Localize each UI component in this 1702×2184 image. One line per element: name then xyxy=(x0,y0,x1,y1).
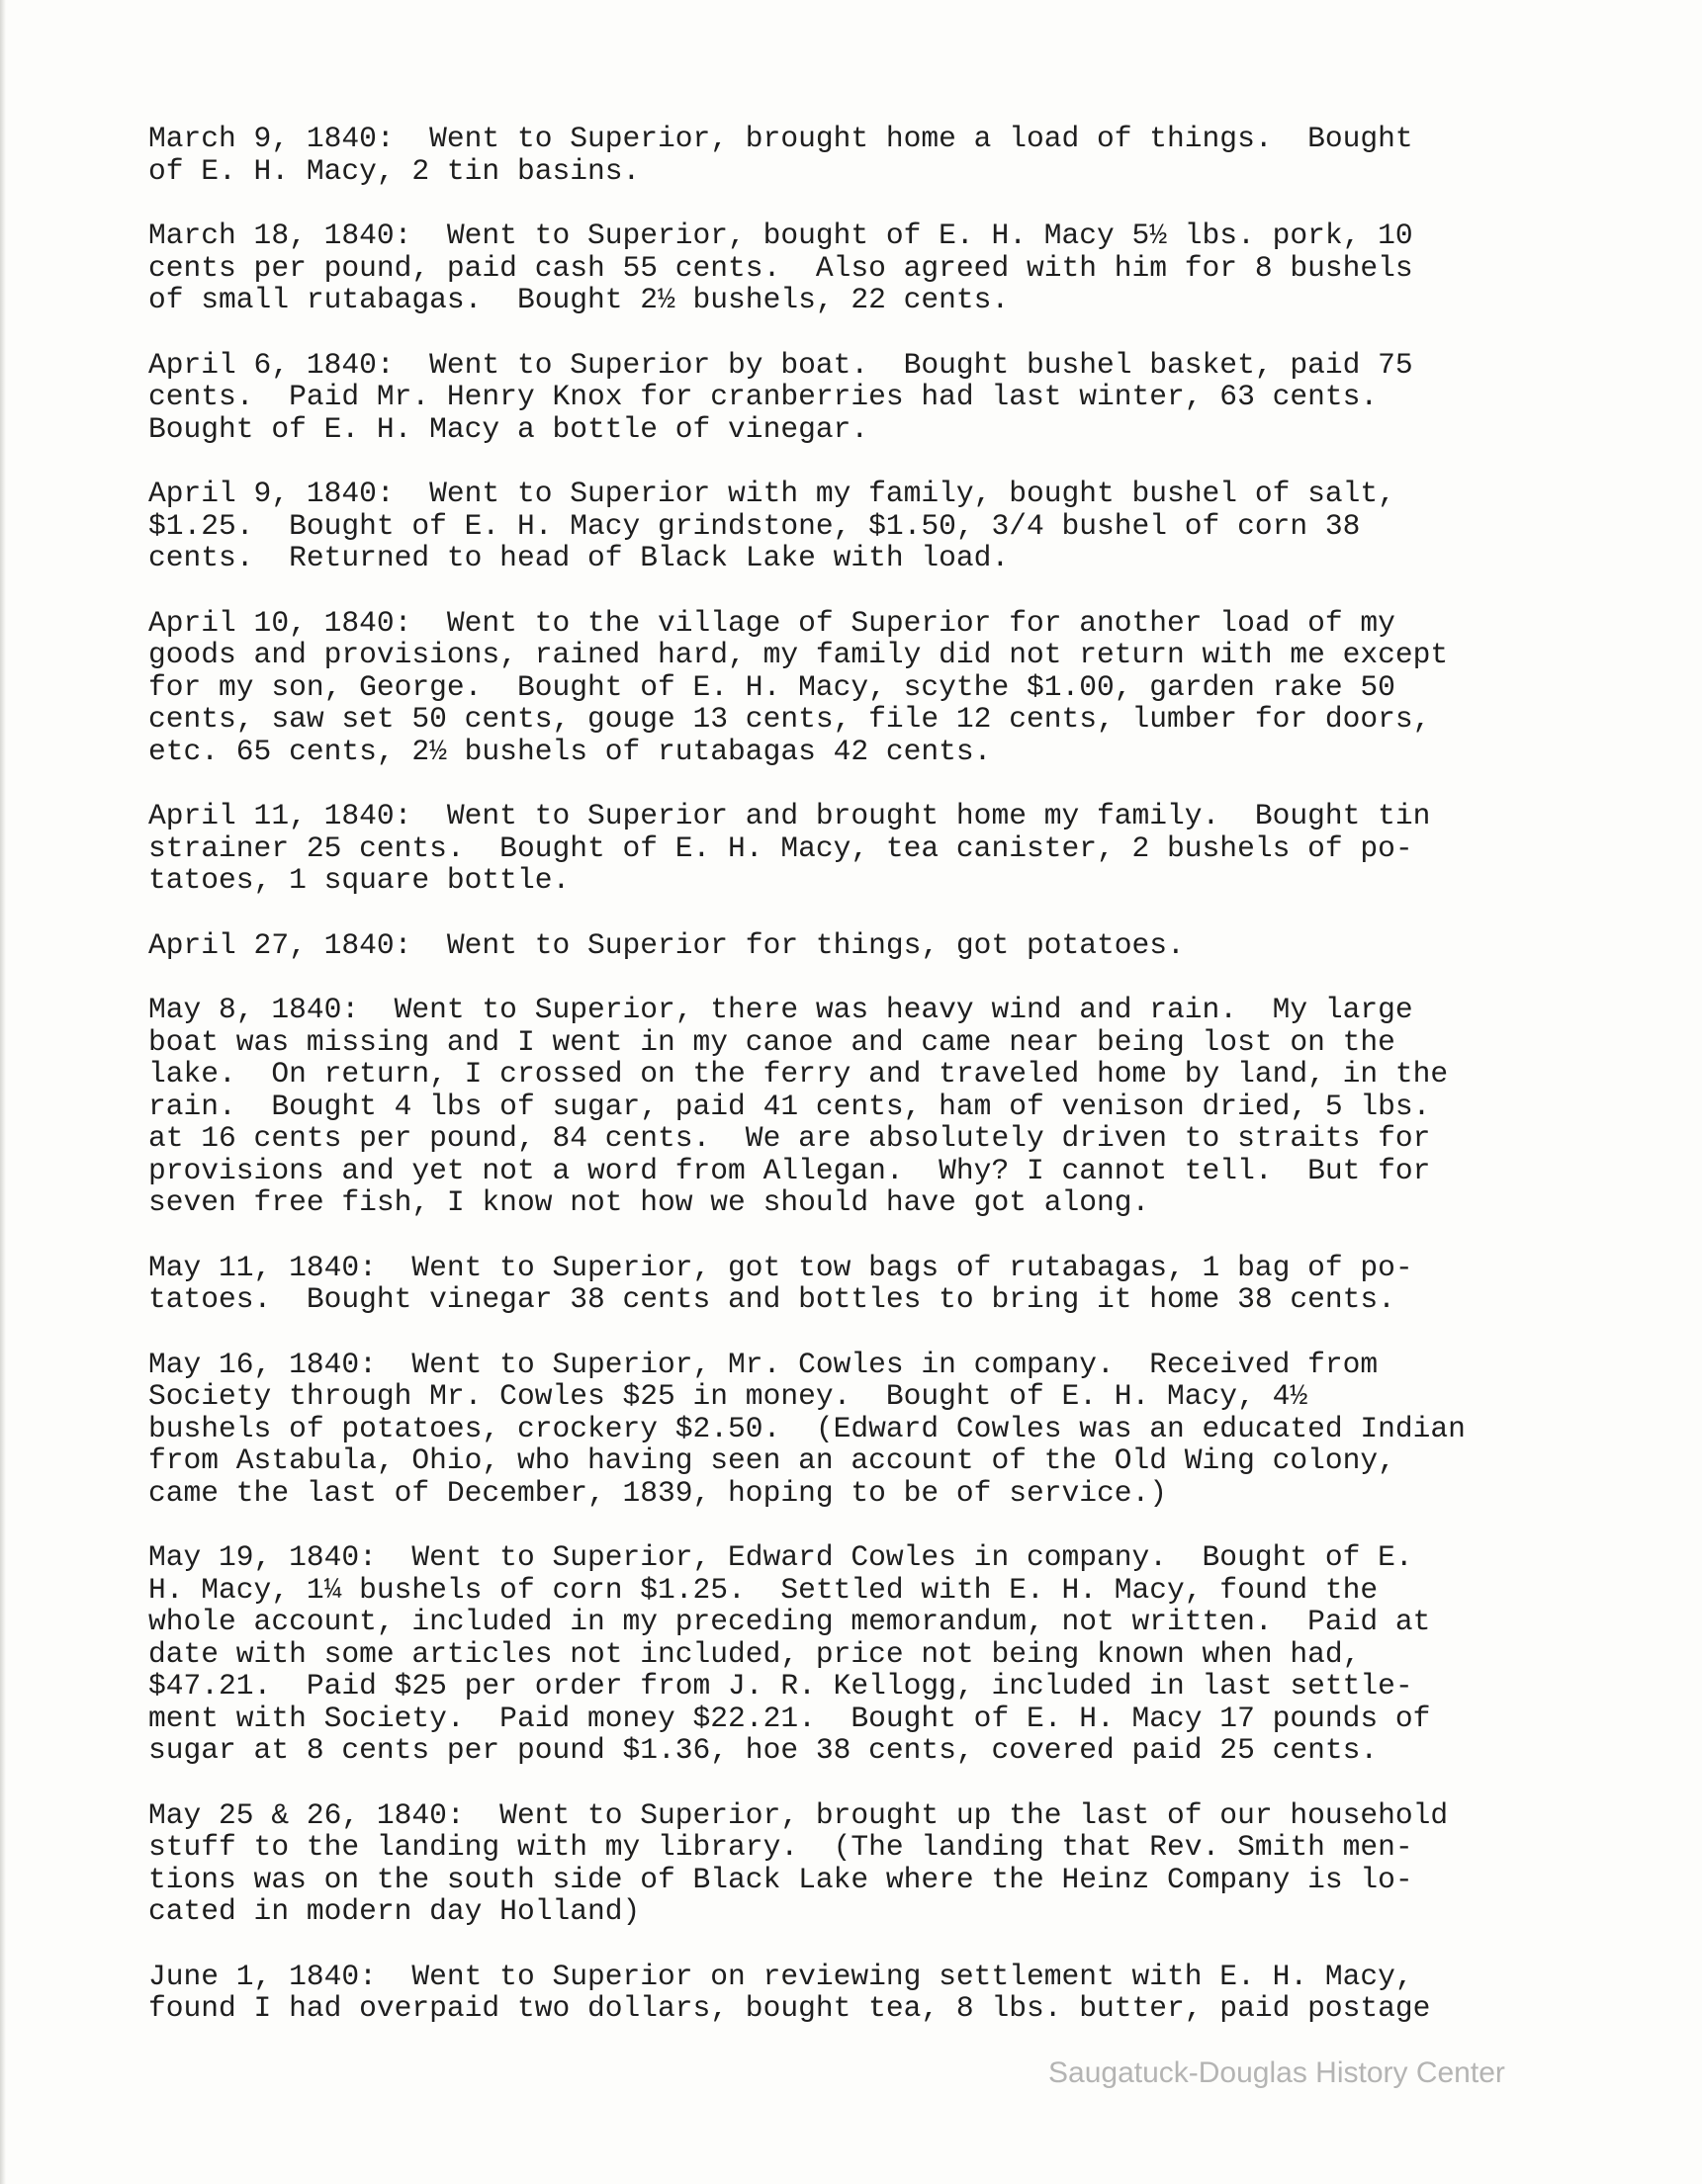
entry-line: June 1, 1840: Went to Superior on reviewing settlement with E. H. Macy, xyxy=(148,1959,1413,1993)
entry-line: April 11, 1840: Went to Superior and brought home my family. Bought tin xyxy=(148,799,1431,832)
entry-line: found I had overpaid two dollars, bought tea, 8 lbs. butter, paid postage xyxy=(148,1991,1431,2025)
page-edge-shadow xyxy=(0,0,6,2184)
entry-line: for my son, George. Bought of E. H. Macy, scythe $1.00, garden rake 50 xyxy=(148,669,1395,704)
journal-entry xyxy=(148,1349,1652,1510)
journal-entry xyxy=(148,929,1652,962)
entry-line: goods and provisions, rained hard, my family did not return with me except xyxy=(148,638,1449,671)
entry-line: at 16 cents per pound, 84 cents. We are absolutely driven to straits for xyxy=(148,1121,1431,1155)
entry-line: April 10, 1840: Went to the village of Superior for another load of my xyxy=(148,605,1395,640)
entry-line: cents per pound, paid cash 55 cents. Also agreed with him for 8 bushels xyxy=(148,250,1413,285)
entry-line: May 8, 1840: Went to Superior, there was heavy wind and rain. My large xyxy=(148,993,1413,1026)
entry-line: March 18, 1840: Went to Superior, bought of E. H. Macy 5½ lbs. pork, 10 xyxy=(148,218,1413,252)
entry-line: cents. Returned to head of Black Lake with load. xyxy=(148,541,1010,574)
entry-line: date with some articles not included, price not being known when had, xyxy=(148,1636,1361,1671)
entry-line: strainer 25 cents. Bought of E. H. Macy, tea canister, 2 bushels of po- xyxy=(148,830,1413,865)
entry-line: cents, saw set 50 cents, gouge 13 cents, file 12 cents, lumber for doors, xyxy=(148,702,1431,736)
entry-line: H. Macy, 1¼ bushels of corn $1.25. Settled with E. H. Macy, found the xyxy=(148,1572,1379,1607)
journal-entry xyxy=(148,478,1652,574)
entry-line: cents. Paid Mr. Henry Knox for cranberries had last winter, 63 cents. xyxy=(148,380,1379,413)
entry-line: Society through Mr. Cowles $25 in money. Bought of E. H. Macy, 4½ xyxy=(148,1379,1308,1413)
journal-entry xyxy=(148,123,1652,187)
entry-line: boat was missing and I went in my canoe and came near being lost on the xyxy=(148,1024,1395,1059)
entry-line: ment with Society. Paid money $22.21. Bought of E. H. Macy 17 pounds of xyxy=(148,1701,1431,1735)
journal-entry xyxy=(148,607,1652,768)
entry-line: April 27, 1840: Went to Superior for things, got potatoes. xyxy=(148,927,1185,962)
journal-entry xyxy=(148,1541,1652,1767)
entry-line: May 19, 1840: Went to Superior, Edward Cowles in company. Bought of E. xyxy=(148,1540,1413,1574)
journal-entry xyxy=(148,1799,1652,1928)
journal-entry xyxy=(148,349,1652,446)
entry-line: tatoes, 1 square bottle. xyxy=(148,863,571,897)
entry-line: tions was on the south side of Black Lake where the Heinz Company is lo- xyxy=(148,1862,1413,1896)
entry-line: April 6, 1840: Went to Superior by boat. Bought bushel basket, paid 75 xyxy=(148,347,1413,382)
entry-line: April 9, 1840: Went to Superior with my family, bought bushel of salt, xyxy=(148,477,1395,510)
entry-line: sugar at 8 cents per pound $1.36, hoe 38 cents, covered paid 25 cents. xyxy=(148,1733,1379,1767)
journal-entry xyxy=(148,219,1652,316)
entry-line: came the last of December, 1839, hoping to be of service.) xyxy=(148,1475,1168,1510)
entry-line: of small rutabagas. Bought 2½ bushels, 22 cents. xyxy=(148,283,1010,316)
journal-entry xyxy=(148,994,1652,1219)
journal-entry xyxy=(148,1252,1652,1316)
entry-line: whole account, included in my preceding memorandum, not written. Paid at xyxy=(148,1605,1431,1638)
journal-entry xyxy=(148,1961,1652,2025)
entry-line: bushels of potatoes, crockery $2.50. (Edward Cowles was an educated Indian xyxy=(148,1411,1466,1445)
entry-line: May 16, 1840: Went to Superior, Mr. Cowles in company. Received from xyxy=(148,1347,1379,1381)
entry-line: stuff to the landing with my library. (The landing that Rev. Smith men- xyxy=(148,1830,1413,1864)
entry-line: May 11, 1840: Went to Superior, got tow bags of rutabagas, 1 bag of po- xyxy=(148,1250,1413,1284)
journal-entry xyxy=(148,800,1652,897)
entry-line: provisions and yet not a word from Allegan. Why? I cannot tell. But for xyxy=(148,1153,1431,1187)
entry-line: of E. H. Macy, 2 tin basins. xyxy=(148,153,641,188)
entry-line: rain. Bought 4 lbs of sugar, paid 41 cents, ham of venison dried, 5 lbs. xyxy=(148,1089,1431,1123)
entry-line: tatoes. Bought vinegar 38 cents and bottles to bring it home 38 cents. xyxy=(148,1282,1395,1316)
entry-line: lake. On return, I crossed on the ferry and traveled home by land, in the xyxy=(148,1057,1449,1091)
entry-line: seven free fish, I know not how we should have got along. xyxy=(148,1185,1150,1219)
entry-line: $47.21. Paid $25 per order from J. R. Kellogg, included in last settle- xyxy=(148,1669,1413,1703)
entry-line: March 9, 1840: Went to Superior, brought home a load of things. Bought xyxy=(148,122,1413,155)
watermark: Saugatuck-Douglas History Center xyxy=(1048,2056,1505,2089)
journal-text xyxy=(148,123,1652,2057)
entry-line: Bought of E. H. Macy a bottle of vinegar. xyxy=(148,411,869,446)
entry-line: etc. 65 cents, 2½ bushels of rutabagas 42 cents. xyxy=(148,734,992,768)
entry-line: May 25 & 26, 1840: Went to Superior, brought up the last of our household xyxy=(148,1797,1449,1832)
entry-line: $1.25. Bought of E. H. Macy grindstone, $1.50, 3/4 bushel of corn 38 xyxy=(148,508,1361,543)
entry-line: from Astabula, Ohio, who having seen an account of the Old Wing colony, xyxy=(148,1443,1395,1477)
entry-line: cated in modern day Holland) xyxy=(148,1894,641,1928)
